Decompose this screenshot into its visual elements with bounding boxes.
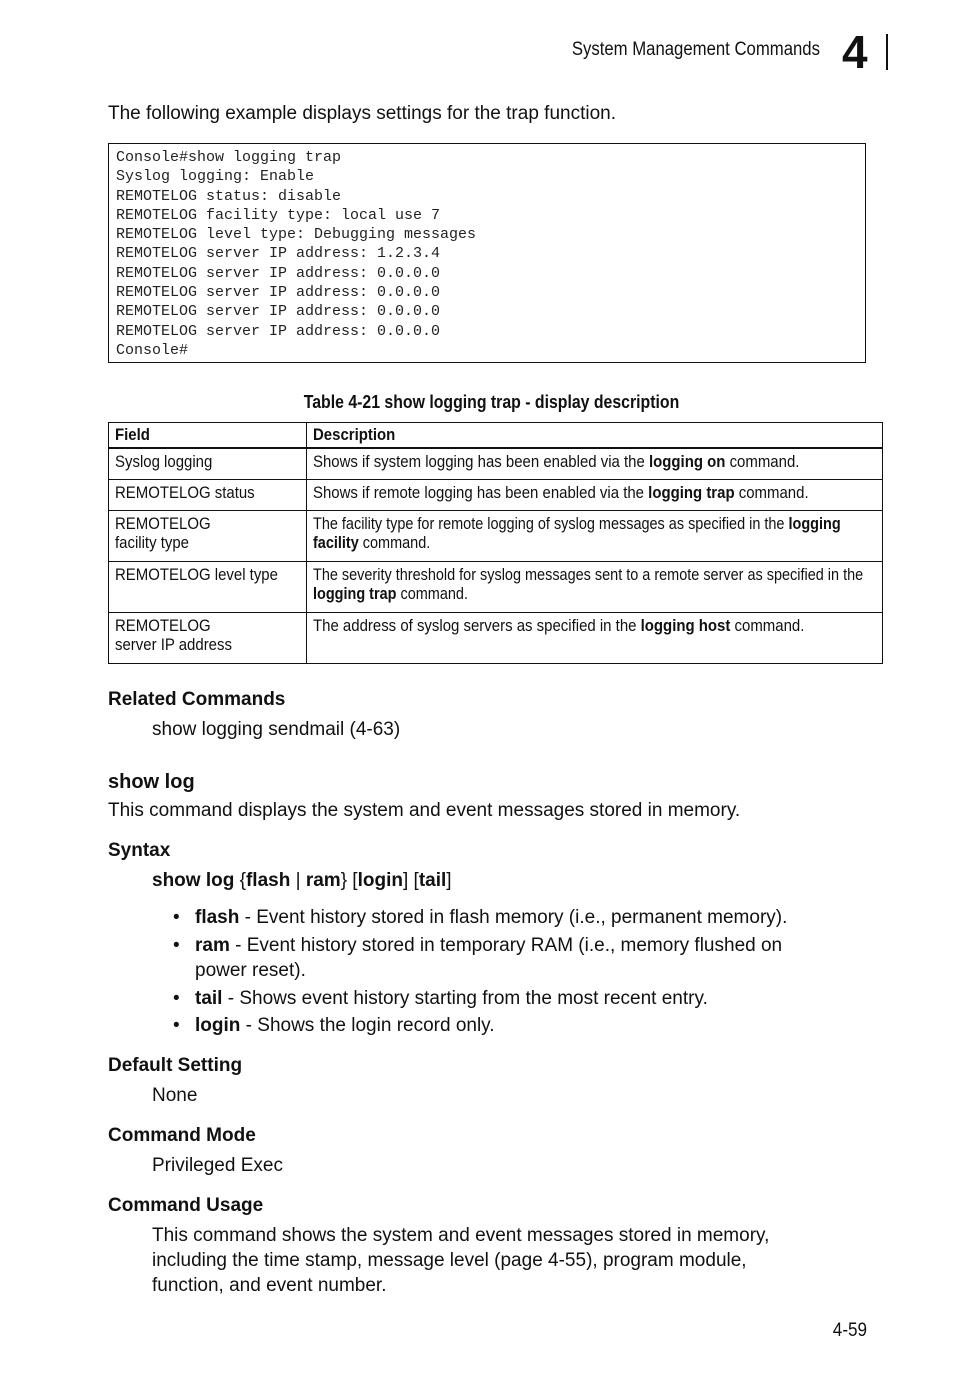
related-commands-text: show logging sendmail (4-63)	[152, 719, 401, 740]
default-setting-heading: Default Setting	[108, 1055, 243, 1076]
description-cell: Shows if system logging has been enabled via the logging on command.	[307, 448, 883, 479]
description-table	[108, 422, 883, 664]
console-example	[108, 143, 866, 363]
console-line: REMOTELOG server IP address: 0.0.0.0	[116, 284, 441, 302]
console-line: REMOTELOG facility type: local use 7	[116, 206, 441, 224]
table-row	[109, 612, 883, 663]
console-line: REMOTELOG level type: Debugging messages	[116, 226, 477, 244]
console-line: Console#	[116, 341, 189, 359]
command-usage-line: This command shows the system and event messages stored in memory,	[152, 1225, 770, 1246]
console-line: Console#show logging trap	[116, 149, 342, 166]
bullet-item: tail - Shows event history starting from the most recent entry.	[195, 988, 708, 1009]
column-header-field: Field	[109, 423, 307, 449]
default-setting-text: None	[152, 1085, 198, 1106]
command-usage-line: function, and event number.	[152, 1275, 387, 1296]
console-line: REMOTELOG server IP address: 0.0.0.0	[116, 264, 441, 282]
bullet-item: flash - Event history stored in flash memory (i.e., permanent memory).	[195, 907, 788, 928]
command-usage-heading: Command Usage	[108, 1195, 264, 1216]
table-row	[109, 561, 883, 612]
field-cell: Syslog logging	[109, 448, 307, 479]
console-line: REMOTELOG server IP address: 0.0.0.0	[116, 322, 441, 340]
field-cell: REMOTELOG server IP address	[109, 612, 307, 663]
header-rule	[886, 34, 888, 70]
field-cell: REMOTELOG status	[109, 479, 307, 510]
column-header-description: Description	[307, 423, 883, 449]
field-cell: REMOTELOG level type	[109, 561, 307, 612]
command-mode-text: Privileged Exec	[152, 1155, 283, 1176]
syntax-line: show log {flash | ram} [login] [tail]	[152, 870, 452, 891]
console-line: REMOTELOG status: disable	[116, 187, 342, 205]
field-cell: REMOTELOG facility type	[109, 510, 307, 561]
command-usage-line: including the time stamp, message level (page 4-55), program module,	[152, 1250, 747, 1271]
table-header-row	[109, 423, 883, 449]
bullet-dot: •	[173, 935, 180, 956]
description-cell: The severity threshold for syslog messages sent to a remote server as specified in the logging trap command.	[307, 561, 883, 612]
description-cell: The facility type for remote logging of syslog messages as specified in the logging facility command.	[307, 510, 883, 561]
bullet-item: ram - Event history stored in temporary RAM (i.e., memory flushed on power reset).	[195, 935, 783, 981]
table-row	[109, 479, 883, 510]
bullet-dot: •	[173, 907, 180, 928]
command-description: This command displays the system and event messages stored in memory.	[108, 800, 741, 821]
console-line: Syslog logging: Enable	[116, 168, 315, 186]
table-row	[109, 510, 883, 561]
table-row	[109, 448, 883, 479]
syntax-heading: Syntax	[108, 840, 171, 861]
description-cell: Shows if remote logging has been enabled via the logging trap command.	[307, 479, 883, 510]
command-title: show log	[108, 771, 195, 793]
running-header-title: System Management Commands	[571, 39, 820, 60]
chapter-number: 4	[842, 26, 868, 78]
table-caption: Table 4-21 show logging trap - display description	[303, 392, 680, 412]
bullet-item: login - Shows the login record only.	[195, 1015, 495, 1036]
page-number: 4-59	[832, 1320, 867, 1341]
bullet-dot: •	[173, 988, 180, 1009]
command-mode-heading: Command Mode	[108, 1125, 256, 1146]
related-commands-heading: Related Commands	[108, 689, 286, 710]
description-cell: The address of syslog servers as specified in the logging host command.	[307, 612, 883, 663]
console-line: REMOTELOG server IP address: 1.2.3.4	[116, 245, 441, 263]
console-line: REMOTELOG server IP address: 0.0.0.0	[116, 303, 441, 321]
bullet-dot: •	[173, 1015, 180, 1036]
intro-paragraph: The following example displays settings for the trap function.	[108, 103, 616, 124]
